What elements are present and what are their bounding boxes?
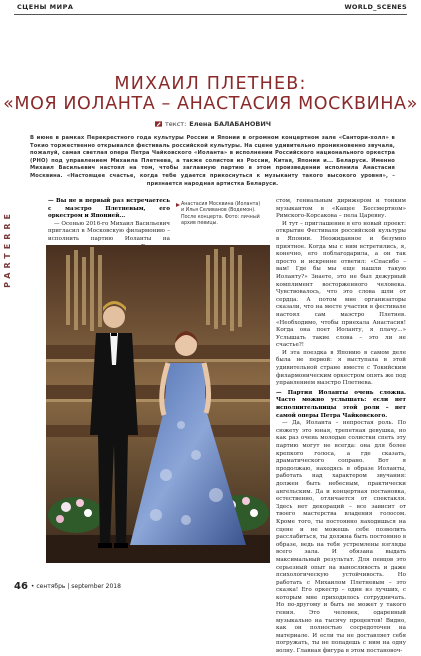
paragraph: И эта поездка в Японию в самом деле была не первой: я выступала в этой удивительной стране вместе с Токийским филармоническим оркестром опять же под управлением маэстро Плетнева. — [276, 349, 406, 387]
paragraph: И тут – приглашение в его новый проект: открытие Фестиваля российской культуры в Японии. Неожиданное и безумно приятное. Когда мы с ним встретились, я, конечно, его поблагодарила, а он так просто и искренне ответил: «Спасибо – вам! Где бы мы еще нашли такую Иоланту?» Знаете, это не был дежурный комплимент восторженного человека. Чувствовалось, что это слова шли от сердца. А потом мне организаторы сказали, что на месте участия в фестивале настоял сам маэстро Плетнев. «Необходимо, чтобы приехала Анастасия! Когда она поет Иоланту, я плачу...» Услышать такие слова – это ли не счастье?! — [276, 220, 406, 349]
page-number: 46 — [14, 581, 28, 592]
page-footer — [14, 581, 121, 592]
paragraph: — Да, Иоланта – непростая роль. По сюжету это юная, трепетная девушка, но как раз очень молодые солистки спеть эту партию могут не всегда: она для более крепкого голоса, а где сказать, драматического сопрано. Вот я продолжаю, находясь в образе Иоланты, работать над характером звучания: должен быть небесным, практически ангельским. Да и концертная постановка, естественно, отличается от спектакля. Здесь нет декораций – все зависит от твоего мастерства владения голосом. Кроме того, ты постоянно находишься на сцене и не можешь себе позволить расслабиться, ты должна быть постоянно в образе, ведь на тебя устремлены взгляды всего зала. И обязана выдать максимальный результат. Для певцов это серьезный опыт на выносливость и даже психологическую устойчивость. Но работать с Михаилом Плетневым – это сказка! Его оркестр – один из лучших, с которым мне приходилось сотрудничать. Но по-другому и быть не может у такого гения. Это человек, одаренный музыкально на тысячу процентов! Видно, как он полностью сосредоточен на материале. И если ты не доставляет себя погружать, ты не попадешь с ним на одну волну. Главная фигура в этом постановоч- — [276, 420, 406, 655]
issue-date: • сентябрь | september 2018 — [30, 583, 121, 590]
article-title-line1: МИХАИЛ ПЛЕТНЕВ: — [114, 74, 307, 94]
rubric-vertical-label: PARTERRE — [3, 210, 12, 288]
photo-caption: Анастасия Москвина (Иоланта) и Илья Селиванов (Водемон). После концерта. Фото: личный архив певицы. — [181, 202, 261, 227]
section-label: СЦЕНЫ МИРА — [17, 3, 74, 11]
question: — Вы не в первый раз встречаетесь с маэстро Плетневым, его оркестром и Японией... — [48, 198, 170, 220]
byline — [155, 120, 271, 128]
byline-author: Елена БАЛАБАНОВИЧ — [189, 120, 272, 128]
section-label-en: WORLD_SCENES — [344, 3, 407, 11]
pen-icon — [155, 121, 162, 127]
article-lead: В июне в рамках Перекрестного года культуры России и Японии в огромном концертном зале «Сантори-холл» в Токио торжественно открывался фестиваль российской культуры. На сцене удивительно проникновенно звучала, пожалуй, самая светлая опера Петра Чайковского «Иоланта» в исполнении Российского национального оркестра (РНО) под управлением Михаила Плетнева, а также солистов из России, Китая, Японии и... Беларуси. Именно Михаил Васильевич настоял на том, чтобы заглавную партию в этом произведении исполнила Анастасия Москвина. «Настоящее счастье, когда тебе удается прикоснуться к музыканту такого высокого уровня», – признается народная артистка Беларуси. — [30, 135, 395, 187]
byline-prefix: текст: — [165, 120, 187, 128]
caption-arrow-icon — [176, 203, 180, 207]
concert-photo — [46, 245, 270, 563]
text-column-2 — [276, 198, 406, 656]
header-rule — [14, 14, 407, 15]
paragraph: стом, гениальным дирижером и тонким музыкантом в «Кащее Бессмертном» Римского-Корсакова – пела Царевну. — [276, 198, 406, 220]
paragraph: — Осенью 2016-го Михаил Васильевич пригласил в Московскую филармонию – исполнить партию Иоланты на — [48, 220, 170, 242]
question: — Партия Иоланты очень сложна. Часто можно услышать: если нет исполнительницы этой роли – нет самой оперы Петра Чайковского. — [276, 389, 406, 419]
article-title-line2: «МОЯ ИОЛАНТА – АНАСТАСИЯ МОСКВИНА» — [3, 94, 418, 114]
